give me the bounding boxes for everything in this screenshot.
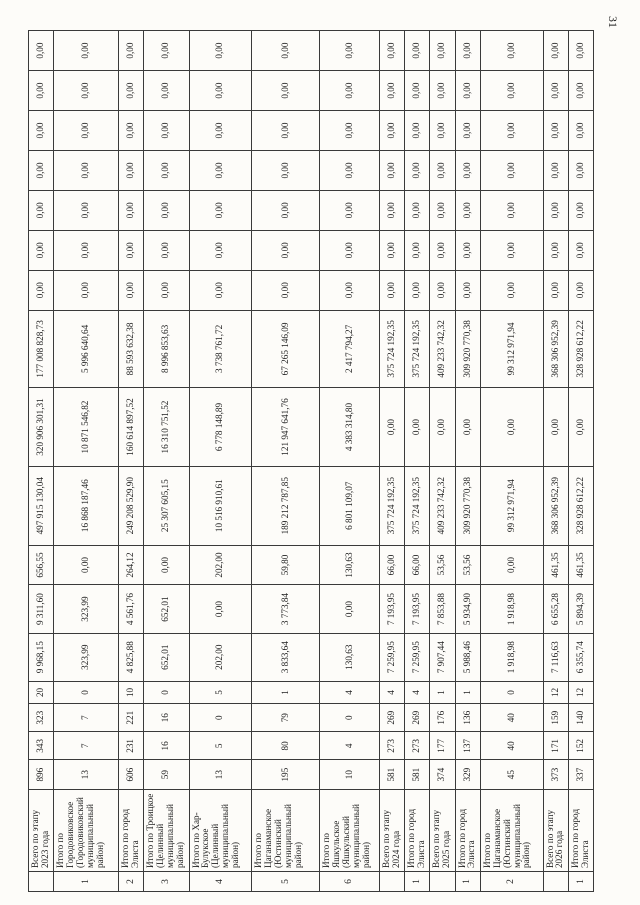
value-cell: 0,00 bbox=[189, 270, 252, 310]
value-cell: 3 833,64 bbox=[252, 633, 320, 681]
value-cell: 2 417 794,27 bbox=[320, 310, 380, 388]
value-cell: 269 bbox=[405, 704, 430, 732]
value-cell: 0,00 bbox=[405, 31, 430, 71]
value-cell: 0,00 bbox=[455, 270, 480, 310]
value-cell: 343 bbox=[29, 732, 54, 760]
value-cell: 0,00 bbox=[144, 31, 189, 71]
value-cell: 0,00 bbox=[430, 190, 455, 230]
value-cell: 177 bbox=[430, 732, 455, 760]
value-cell: 0,00 bbox=[430, 388, 455, 467]
value-cell: 0,00 bbox=[252, 71, 320, 111]
value-cell: 0,00 bbox=[144, 230, 189, 270]
value-cell: 6 801 109,07 bbox=[320, 466, 380, 545]
value-cell: 99 312 971,94 bbox=[480, 310, 543, 388]
program-table bbox=[28, 30, 594, 892]
row-number-cell: 2 bbox=[119, 872, 144, 892]
value-cell: 136 bbox=[455, 704, 480, 732]
row-number-cell: 6 bbox=[320, 872, 380, 892]
value-cell: 0,00 bbox=[144, 111, 189, 151]
value-cell: 7 bbox=[54, 732, 119, 760]
value-cell: 0,00 bbox=[119, 71, 144, 111]
value-cell: 0,00 bbox=[480, 270, 543, 310]
value-cell: 0,00 bbox=[543, 31, 568, 71]
value-cell: 140 bbox=[568, 704, 593, 732]
value-cell: 0,00 bbox=[405, 230, 430, 270]
value-cell: 59,80 bbox=[252, 545, 320, 585]
value-cell: 652,01 bbox=[144, 585, 189, 633]
row-name-cell: Итого по город Элиста bbox=[455, 789, 480, 871]
value-cell: 0,00 bbox=[189, 190, 252, 230]
table-row bbox=[455, 31, 480, 892]
table-row bbox=[379, 31, 404, 892]
value-cell: 4 383 314,80 bbox=[320, 388, 380, 467]
value-cell: 374 bbox=[430, 760, 455, 789]
value-cell: 0,00 bbox=[543, 270, 568, 310]
value-cell: 0,00 bbox=[405, 71, 430, 111]
value-cell: 137 bbox=[455, 732, 480, 760]
row-number-cell bbox=[29, 872, 54, 892]
value-cell: 323,99 bbox=[54, 585, 119, 633]
value-cell: 6 778 148,89 bbox=[189, 388, 252, 467]
value-cell: 130,63 bbox=[320, 633, 380, 681]
value-cell: 497 915 130,04 bbox=[29, 466, 54, 545]
value-cell: 0,00 bbox=[252, 270, 320, 310]
table-row bbox=[568, 31, 593, 892]
value-cell: 0,00 bbox=[405, 388, 430, 467]
value-cell: 79 bbox=[252, 704, 320, 732]
value-cell: 25 307 605,15 bbox=[144, 466, 189, 545]
value-cell: 7 259,95 bbox=[405, 633, 430, 681]
table-row bbox=[430, 31, 455, 892]
value-cell: 0,00 bbox=[568, 230, 593, 270]
value-cell: 0,00 bbox=[480, 71, 543, 111]
value-cell: 0,00 bbox=[379, 111, 404, 151]
value-cell: 0,00 bbox=[379, 31, 404, 71]
value-cell: 0,00 bbox=[405, 111, 430, 151]
value-cell: 0,00 bbox=[480, 230, 543, 270]
value-cell: 0,00 bbox=[54, 190, 119, 230]
value-cell: 0,00 bbox=[144, 190, 189, 230]
value-cell: 4 825,88 bbox=[119, 633, 144, 681]
value-cell: 375 724 192,35 bbox=[379, 310, 404, 388]
value-cell: 0,00 bbox=[430, 270, 455, 310]
value-cell: 0,00 bbox=[144, 150, 189, 190]
table-row bbox=[252, 31, 320, 892]
value-cell: 6 355,74 bbox=[568, 633, 593, 681]
value-cell: 0,00 bbox=[119, 190, 144, 230]
value-cell: 0,00 bbox=[119, 270, 144, 310]
value-cell: 40 bbox=[480, 732, 543, 760]
value-cell: 0,00 bbox=[189, 230, 252, 270]
value-cell: 5 bbox=[189, 732, 252, 760]
table-row bbox=[54, 31, 119, 892]
value-cell: 0,00 bbox=[480, 31, 543, 71]
value-cell: 160 614 897,52 bbox=[119, 388, 144, 467]
value-cell: 368 306 952,39 bbox=[543, 310, 568, 388]
value-cell: 16 bbox=[144, 704, 189, 732]
value-cell: 0,00 bbox=[29, 71, 54, 111]
value-cell: 7 193,95 bbox=[405, 585, 430, 633]
value-cell: 0,00 bbox=[29, 31, 54, 71]
value-cell: 4 bbox=[320, 732, 380, 760]
value-cell: 606 bbox=[119, 760, 144, 789]
value-cell: 0,00 bbox=[54, 150, 119, 190]
value-cell: 45 bbox=[480, 760, 543, 789]
value-cell: 0 bbox=[54, 681, 119, 703]
value-cell: 0,00 bbox=[430, 111, 455, 151]
value-cell: 323,99 bbox=[54, 633, 119, 681]
value-cell: 0 bbox=[144, 681, 189, 703]
value-cell: 0,00 bbox=[54, 545, 119, 585]
value-cell: 171 bbox=[543, 732, 568, 760]
value-cell: 264,12 bbox=[119, 545, 144, 585]
value-cell: 373 bbox=[543, 760, 568, 789]
value-cell: 5 988,46 bbox=[455, 633, 480, 681]
value-cell: 0,00 bbox=[29, 190, 54, 230]
rotated-table-wrapper bbox=[28, 30, 594, 892]
value-cell: 0,00 bbox=[480, 190, 543, 230]
table-row bbox=[189, 31, 252, 892]
value-cell: 0,00 bbox=[119, 230, 144, 270]
value-cell: 12 bbox=[568, 681, 593, 703]
value-cell: 0,00 bbox=[480, 388, 543, 467]
value-cell: 88 593 632,38 bbox=[119, 310, 144, 388]
value-cell: 0,00 bbox=[144, 71, 189, 111]
value-cell: 1 bbox=[455, 681, 480, 703]
value-cell: 99 312 971,94 bbox=[480, 466, 543, 545]
row-number-cell bbox=[379, 872, 404, 892]
value-cell: 130,63 bbox=[320, 545, 380, 585]
row-name-cell: Итого по город Элиста bbox=[405, 789, 430, 871]
value-cell: 461,35 bbox=[568, 545, 593, 585]
value-cell: 221 bbox=[119, 704, 144, 732]
value-cell: 0,00 bbox=[379, 230, 404, 270]
value-cell: 0,00 bbox=[455, 230, 480, 270]
value-cell: 273 bbox=[379, 732, 404, 760]
row-name-cell: Итого по Цаганаманское (Юстинский муниципальный район) bbox=[252, 789, 320, 871]
value-cell: 53,56 bbox=[430, 545, 455, 585]
value-cell: 0,00 bbox=[568, 388, 593, 467]
value-cell: 0 bbox=[189, 704, 252, 732]
value-cell: 9 311,60 bbox=[29, 585, 54, 633]
value-cell: 269 bbox=[379, 704, 404, 732]
value-cell: 0,00 bbox=[430, 230, 455, 270]
value-cell: 0,00 bbox=[144, 270, 189, 310]
value-cell: 0,00 bbox=[568, 270, 593, 310]
value-cell: 59 bbox=[144, 760, 189, 789]
value-cell: 0,00 bbox=[189, 150, 252, 190]
value-cell: 66,00 bbox=[379, 545, 404, 585]
value-cell: 375 724 192,35 bbox=[405, 466, 430, 545]
value-cell: 0,00 bbox=[543, 71, 568, 111]
row-name-cell: Всего по этапу 2024 года bbox=[379, 789, 404, 871]
row-number-cell: 1 bbox=[405, 872, 430, 892]
value-cell: 0,00 bbox=[480, 150, 543, 190]
value-cell: 0,00 bbox=[29, 230, 54, 270]
row-number-cell bbox=[543, 872, 568, 892]
row-number-cell bbox=[430, 872, 455, 892]
value-cell: 409 233 742,32 bbox=[430, 310, 455, 388]
value-cell: 461,35 bbox=[543, 545, 568, 585]
row-number-cell: 1 bbox=[455, 872, 480, 892]
value-cell: 0,00 bbox=[379, 71, 404, 111]
value-cell: 7 853,88 bbox=[430, 585, 455, 633]
value-cell: 0,00 bbox=[543, 190, 568, 230]
value-cell: 1 bbox=[252, 681, 320, 703]
value-cell: 10 bbox=[119, 681, 144, 703]
value-cell: 0,00 bbox=[379, 270, 404, 310]
table-body bbox=[29, 31, 594, 892]
value-cell: 0,00 bbox=[543, 388, 568, 467]
value-cell: 4 bbox=[379, 681, 404, 703]
value-cell: 0,00 bbox=[430, 71, 455, 111]
value-cell: 0,00 bbox=[119, 31, 144, 71]
value-cell: 0,00 bbox=[54, 230, 119, 270]
value-cell: 1 bbox=[430, 681, 455, 703]
value-cell: 0,00 bbox=[252, 230, 320, 270]
value-cell: 7 116,63 bbox=[543, 633, 568, 681]
value-cell: 20 bbox=[29, 681, 54, 703]
value-cell: 0,00 bbox=[379, 190, 404, 230]
value-cell: 309 920 770,38 bbox=[455, 466, 480, 545]
value-cell: 16 310 751,52 bbox=[144, 388, 189, 467]
value-cell: 375 724 192,35 bbox=[405, 310, 430, 388]
value-cell: 10 516 910,61 bbox=[189, 466, 252, 545]
value-cell: 323 bbox=[29, 704, 54, 732]
value-cell: 0,00 bbox=[189, 111, 252, 151]
value-cell: 13 bbox=[189, 760, 252, 789]
value-cell: 0,00 bbox=[379, 150, 404, 190]
row-name-cell: Итого по город Элиста bbox=[568, 789, 593, 871]
table-row bbox=[119, 31, 144, 892]
value-cell: 0,00 bbox=[568, 31, 593, 71]
value-cell: 0,00 bbox=[568, 190, 593, 230]
table-row bbox=[480, 31, 543, 892]
row-number-cell: 4 bbox=[189, 872, 252, 892]
row-name-cell: Итого по Городовиковское (Городовиковский муниципальный район) bbox=[54, 789, 119, 871]
value-cell: 0,00 bbox=[320, 270, 380, 310]
value-cell: 0,00 bbox=[320, 190, 380, 230]
value-cell: 0,00 bbox=[455, 71, 480, 111]
value-cell: 4 bbox=[405, 681, 430, 703]
value-cell: 0,00 bbox=[455, 31, 480, 71]
row-name-cell: Всего по этапу 2026 года bbox=[543, 789, 568, 871]
value-cell: 581 bbox=[405, 760, 430, 789]
table-row bbox=[543, 31, 568, 892]
value-cell: 5 894,39 bbox=[568, 585, 593, 633]
value-cell: 7 bbox=[54, 704, 119, 732]
value-cell: 7 259,95 bbox=[379, 633, 404, 681]
value-cell: 0,00 bbox=[455, 150, 480, 190]
value-cell: 409 233 742,32 bbox=[430, 466, 455, 545]
table-row bbox=[29, 31, 54, 892]
value-cell: 0,00 bbox=[189, 71, 252, 111]
value-cell: 0,00 bbox=[480, 111, 543, 151]
value-cell: 0,00 bbox=[320, 31, 380, 71]
value-cell: 1 918,98 bbox=[480, 585, 543, 633]
table-row bbox=[320, 31, 380, 892]
value-cell: 7 193,95 bbox=[379, 585, 404, 633]
value-cell: 0,00 bbox=[54, 31, 119, 71]
value-cell: 0,00 bbox=[252, 150, 320, 190]
row-name-cell: Итого по Хар-Булукское (Целинный муниципальный район) bbox=[189, 789, 252, 871]
value-cell: 12 bbox=[543, 681, 568, 703]
value-cell: 652,01 bbox=[144, 633, 189, 681]
value-cell: 0,00 bbox=[568, 150, 593, 190]
value-cell: 0,00 bbox=[430, 150, 455, 190]
value-cell: 16 868 187,46 bbox=[54, 466, 119, 545]
value-cell: 337 bbox=[568, 760, 593, 789]
value-cell: 0,00 bbox=[568, 111, 593, 151]
value-cell: 202,00 bbox=[189, 633, 252, 681]
value-cell: 152 bbox=[568, 732, 593, 760]
value-cell: 0,00 bbox=[455, 388, 480, 467]
value-cell: 3 738 761,72 bbox=[189, 310, 252, 388]
value-cell: 5 934,90 bbox=[455, 585, 480, 633]
value-cell: 0,00 bbox=[189, 31, 252, 71]
value-cell: 10 871 546,82 bbox=[54, 388, 119, 467]
value-cell: 0,00 bbox=[119, 111, 144, 151]
value-cell: 67 265 146,09 bbox=[252, 310, 320, 388]
value-cell: 176 bbox=[430, 704, 455, 732]
value-cell: 80 bbox=[252, 732, 320, 760]
value-cell: 10 bbox=[320, 760, 380, 789]
row-number-cell: 1 bbox=[568, 872, 593, 892]
value-cell: 0,00 bbox=[568, 71, 593, 111]
value-cell: 159 bbox=[543, 704, 568, 732]
row-name-cell: Итого по город Элиста bbox=[119, 789, 144, 871]
value-cell: 7 907,44 bbox=[430, 633, 455, 681]
value-cell: 0,00 bbox=[320, 111, 380, 151]
value-cell: 121 947 641,76 bbox=[252, 388, 320, 467]
value-cell: 0,00 bbox=[252, 31, 320, 71]
value-cell: 9 968,15 bbox=[29, 633, 54, 681]
table-row bbox=[144, 31, 189, 892]
value-cell: 0,00 bbox=[119, 150, 144, 190]
value-cell: 368 306 952,39 bbox=[543, 466, 568, 545]
value-cell: 0,00 bbox=[543, 111, 568, 151]
value-cell: 375 724 192,35 bbox=[379, 466, 404, 545]
value-cell: 0,00 bbox=[29, 150, 54, 190]
value-cell: 0,00 bbox=[455, 190, 480, 230]
value-cell: 177 008 828,73 bbox=[29, 310, 54, 388]
value-cell: 6 655,28 bbox=[543, 585, 568, 633]
value-cell: 0,00 bbox=[189, 585, 252, 633]
value-cell: 0,00 bbox=[144, 545, 189, 585]
value-cell: 0,00 bbox=[54, 71, 119, 111]
value-cell: 896 bbox=[29, 760, 54, 789]
value-cell: 66,00 bbox=[405, 545, 430, 585]
row-name-cell: Итого по Яшкульское (Яшкульский муниципальный район) bbox=[320, 789, 380, 871]
value-cell: 0,00 bbox=[320, 230, 380, 270]
value-cell: 0,00 bbox=[320, 71, 380, 111]
row-name-cell: Итого по Троицкое (Целинный муниципальный район) bbox=[144, 789, 189, 871]
value-cell: 4 bbox=[320, 681, 380, 703]
value-cell: 53,56 bbox=[455, 545, 480, 585]
value-cell: 1 918,98 bbox=[480, 633, 543, 681]
row-name-cell: Итого по Цаганаманское (Юстинский муниципальный район) bbox=[480, 789, 543, 871]
value-cell: 0,00 bbox=[405, 270, 430, 310]
value-cell: 16 bbox=[144, 732, 189, 760]
value-cell: 273 bbox=[405, 732, 430, 760]
value-cell: 3 773,84 bbox=[252, 585, 320, 633]
value-cell: 0,00 bbox=[54, 111, 119, 151]
value-cell: 0,00 bbox=[543, 150, 568, 190]
value-cell: 202,00 bbox=[189, 545, 252, 585]
row-number-cell: 2 bbox=[480, 872, 543, 892]
value-cell: 0,00 bbox=[405, 150, 430, 190]
value-cell: 249 208 529,90 bbox=[119, 466, 144, 545]
value-cell: 328 928 612,22 bbox=[568, 310, 593, 388]
value-cell: 0,00 bbox=[29, 270, 54, 310]
row-number-cell: 5 bbox=[252, 872, 320, 892]
value-cell: 581 bbox=[379, 760, 404, 789]
value-cell: 0,00 bbox=[379, 388, 404, 467]
value-cell: 309 920 770,38 bbox=[455, 310, 480, 388]
value-cell: 656,55 bbox=[29, 545, 54, 585]
value-cell: 0,00 bbox=[430, 31, 455, 71]
value-cell: 328 928 612,22 bbox=[568, 466, 593, 545]
value-cell: 0,00 bbox=[455, 111, 480, 151]
row-name-cell: Всего по этапу 2025 года bbox=[430, 789, 455, 871]
value-cell: 0,00 bbox=[543, 230, 568, 270]
value-cell: 0,00 bbox=[405, 190, 430, 230]
value-cell: 40 bbox=[480, 704, 543, 732]
page-number: 31 bbox=[606, 16, 620, 28]
value-cell: 0,00 bbox=[29, 111, 54, 151]
value-cell: 0,00 bbox=[480, 545, 543, 585]
row-number-cell: 3 bbox=[144, 872, 189, 892]
value-cell: 329 bbox=[455, 760, 480, 789]
row-number-cell: 1 bbox=[54, 872, 119, 892]
value-cell: 320 906 301,31 bbox=[29, 388, 54, 467]
value-cell: 0,00 bbox=[320, 585, 380, 633]
value-cell: 4 561,76 bbox=[119, 585, 144, 633]
value-cell: 189 212 787,85 bbox=[252, 466, 320, 545]
value-cell: 195 bbox=[252, 760, 320, 789]
value-cell: 0,00 bbox=[320, 150, 380, 190]
value-cell: 5 996 640,64 bbox=[54, 310, 119, 388]
value-cell: 0,00 bbox=[252, 111, 320, 151]
value-cell: 231 bbox=[119, 732, 144, 760]
value-cell: 0,00 bbox=[54, 270, 119, 310]
value-cell: 5 bbox=[189, 681, 252, 703]
value-cell: 0,00 bbox=[252, 190, 320, 230]
value-cell: 0 bbox=[480, 681, 543, 703]
value-cell: 0 bbox=[320, 704, 380, 732]
table-row bbox=[405, 31, 430, 892]
value-cell: 13 bbox=[54, 760, 119, 789]
value-cell: 8 996 853,63 bbox=[144, 310, 189, 388]
row-name-cell: Всего по этапу 2023 года bbox=[29, 789, 54, 871]
